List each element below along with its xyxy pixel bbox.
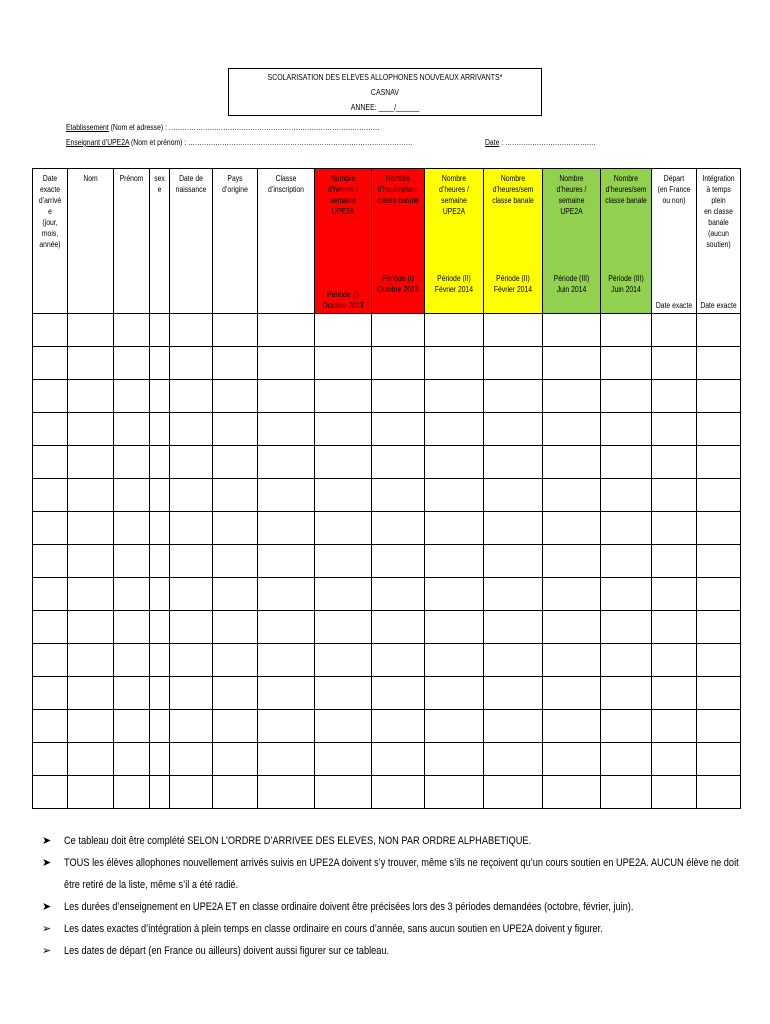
col-upe2a-periode-3: Nombre d’heures / semaine UPE2A Période (III) Juin 2014 [543,169,601,314]
table-cell[interactable] [315,314,372,347]
table-cell[interactable] [484,347,543,380]
title-line-1: SCOLARISATION DES ELEVES ALLOPHONES NOUVEAUX ARRIVANTS* [267,72,503,82]
table-cell[interactable] [170,611,213,644]
table-cell[interactable] [601,512,652,545]
table-cell[interactable] [484,710,543,743]
enseignant-label: Enseignant d’UPE2A [66,138,130,147]
table-cell[interactable] [68,677,114,710]
table-cell[interactable] [315,644,372,677]
table-cell[interactable] [33,644,68,677]
table-row [33,314,741,347]
note-3: ➤ Les durées d’enseignement en UPE2A ET en classe ordinaire doivent être précisées lors des 3 périodes demandées (octobre, février, juin). [42,896,752,918]
table-cell[interactable] [601,545,652,578]
table-cell[interactable] [170,347,213,380]
table-cell[interactable] [33,380,68,413]
table-cell[interactable] [543,743,601,776]
table-cell[interactable] [697,710,741,743]
table-cell[interactable] [213,446,258,479]
table-cell[interactable] [114,743,150,776]
table-cell[interactable] [543,776,601,809]
table-cell[interactable] [372,380,425,413]
col-upe2a-periode-1: Nombre d’heures / semaine UPE2A Période (I) Octobre 2013 [315,169,372,314]
table-cell[interactable] [68,314,114,347]
table-cell[interactable] [484,677,543,710]
table-row [33,545,741,578]
table-cell[interactable] [652,413,697,446]
table-cell[interactable] [114,644,150,677]
table-row [33,611,741,644]
table-cell[interactable] [258,314,315,347]
table-cell[interactable] [652,644,697,677]
table-cell[interactable] [150,413,170,446]
table-cell[interactable] [68,776,114,809]
table-cell[interactable] [697,479,741,512]
table-cell[interactable] [33,314,68,347]
table-row [33,710,741,743]
chevron-bullet-icon: ➢ [42,945,52,957]
table-cell[interactable] [114,347,150,380]
table-cell[interactable] [601,578,652,611]
table-cell[interactable] [170,644,213,677]
table-cell[interactable] [484,479,543,512]
col-date-arrivee: Date exacte d’arrivé e (jour, mois, année) [33,169,68,314]
table-cell[interactable] [150,314,170,347]
table-cell[interactable] [652,446,697,479]
table-cell[interactable] [33,578,68,611]
table-cell[interactable] [372,776,425,809]
table-cell[interactable] [543,644,601,677]
table-cell[interactable] [315,413,372,446]
table-cell[interactable] [697,776,741,809]
table-cell[interactable] [543,512,601,545]
table-cell[interactable] [372,611,425,644]
table-cell[interactable] [315,545,372,578]
table-cell[interactable] [68,644,114,677]
table-cell[interactable] [68,347,114,380]
table-cell[interactable] [114,380,150,413]
table-cell[interactable] [213,413,258,446]
title-line-2: CASNAV [370,87,400,97]
date-field: : …………………………………. [499,138,596,147]
table-cell[interactable] [315,776,372,809]
table-cell[interactable] [213,545,258,578]
table-cell[interactable] [213,380,258,413]
date-line [485,138,595,147]
table-cell[interactable] [697,578,741,611]
table-cell[interactable] [68,413,114,446]
table-cell[interactable] [425,446,484,479]
table-cell[interactable] [697,677,741,710]
table-row [33,446,741,479]
table-cell[interactable] [213,347,258,380]
table-cell[interactable] [697,413,741,446]
table-cell[interactable] [697,611,741,644]
table-cell[interactable] [543,545,601,578]
table-cell[interactable] [150,545,170,578]
arrow-bullet-icon: ➤ [42,857,52,869]
table-cell[interactable] [150,380,170,413]
table-cell[interactable] [697,644,741,677]
col-classe-inscription: Classe d’inscription [258,169,315,314]
table-cell[interactable] [258,578,315,611]
table-cell[interactable] [697,446,741,479]
table-cell[interactable] [425,644,484,677]
table-cell[interactable] [543,347,601,380]
table-cell[interactable] [150,512,170,545]
col-classe-banale-periode-2: Nombre d’heures/sem classe banale Période (II) Février 2014 [484,169,543,314]
table-cell[interactable] [315,347,372,380]
table-cell[interactable] [114,545,150,578]
table-cell[interactable] [652,611,697,644]
table-cell[interactable] [114,512,150,545]
table-cell[interactable] [697,347,741,380]
table-cell[interactable] [114,446,150,479]
table-cell[interactable] [213,743,258,776]
table-cell[interactable] [425,413,484,446]
table-cell[interactable] [601,314,652,347]
col-depart: Départ (en France ou non) Date exacte [652,169,697,314]
table-cell[interactable] [601,776,652,809]
table-cell[interactable] [213,314,258,347]
table-cell[interactable] [150,446,170,479]
table-cell[interactable] [170,545,213,578]
table-cell[interactable] [258,512,315,545]
table-cell[interactable] [170,479,213,512]
table-cell[interactable] [150,578,170,611]
table-cell[interactable] [372,479,425,512]
table-cell[interactable] [258,545,315,578]
table-cell[interactable] [484,314,543,347]
table-cell[interactable] [697,512,741,545]
table-cell[interactable] [315,677,372,710]
table-cell[interactable] [425,347,484,380]
table-cell[interactable] [33,413,68,446]
table-cell[interactable] [652,776,697,809]
table-cell[interactable] [315,611,372,644]
table-cell[interactable] [315,512,372,545]
table-cell[interactable] [213,578,258,611]
table-cell[interactable] [258,743,315,776]
table-cell[interactable] [601,743,652,776]
table-cell[interactable] [543,380,601,413]
table-row [33,578,741,611]
table-cell[interactable] [372,512,425,545]
table-cell[interactable] [170,578,213,611]
table-row [33,347,741,380]
table-cell[interactable] [601,347,652,380]
table-cell[interactable] [543,413,601,446]
table-cell[interactable] [652,578,697,611]
note-5: ➢ Les dates de départ (en France ou ailleurs) doivent aussi figurer sur ce tableau. [42,940,752,962]
table-cell[interactable] [601,479,652,512]
table-cell[interactable] [170,413,213,446]
table-row [33,512,741,545]
arrow-bullet-icon: ➤ [42,901,52,913]
note-1: ➤ Ce tableau doit être complété SELON L’ORDRE D’ARRIVEE DES ELEVES, NON PAR ORDRE ALPHABETIQUE. [42,830,752,852]
table-cell[interactable] [601,644,652,677]
table-cell[interactable] [372,545,425,578]
table-cell[interactable] [652,314,697,347]
table-cell[interactable] [33,479,68,512]
table-cell[interactable] [372,314,425,347]
table-cell[interactable] [33,743,68,776]
table-row [33,743,741,776]
table-cell[interactable] [114,776,150,809]
notes-list [42,830,752,962]
table-cell[interactable] [68,743,114,776]
table-cell[interactable] [484,743,543,776]
table-cell[interactable] [68,710,114,743]
table-cell[interactable] [114,578,150,611]
table-cell[interactable] [213,644,258,677]
col-sexe: sex e [150,169,170,314]
table-cell[interactable] [150,611,170,644]
table-cell[interactable] [484,776,543,809]
table-cell[interactable] [543,479,601,512]
table-row [33,776,741,809]
table-cell[interactable] [114,413,150,446]
table-cell[interactable] [425,743,484,776]
table-cell[interactable] [543,710,601,743]
table-cell[interactable] [484,644,543,677]
table-cell[interactable] [258,776,315,809]
table-cell[interactable] [425,611,484,644]
table-cell[interactable] [372,677,425,710]
table-cell[interactable] [372,710,425,743]
table-cell[interactable] [543,446,601,479]
table-row [33,413,741,446]
col-classe-banale-periode-3: Nombre d’heures/sem classe banale Période (III) Juin 2014 [601,169,652,314]
note-4: ➢ Les dates exactes d’intégration à plein temps en classe ordinaire en cours d’année, sans aucun soutien en UPE2A doivent y figurer. [42,918,752,940]
table-cell[interactable] [150,644,170,677]
col-nom: Nom [68,169,114,314]
table-cell[interactable] [315,710,372,743]
note-2: ➤ TOUS les élèves allophones nouvellement arrivés suivis en UPE2A doivent s’y trouver, même s’ils ne reçoivent qu’un cours soutien en UPE2A. AUCUN élève ne doit être retiré de la liste, même s’il a été radié. [42,852,752,896]
table-cell[interactable] [114,611,150,644]
table-cell[interactable] [484,413,543,446]
table-cell[interactable] [372,578,425,611]
table-cell[interactable] [33,512,68,545]
table-cell[interactable] [543,314,601,347]
enseignant-line [66,138,412,147]
table-cell[interactable] [33,710,68,743]
table-cell[interactable] [170,677,213,710]
etablissement-field: (Nom et adresse) : ………………………………………………………………………………… [108,123,380,132]
table-cell[interactable] [150,776,170,809]
table-cell[interactable] [150,710,170,743]
table-cell[interactable] [652,512,697,545]
table-cell[interactable] [652,347,697,380]
title-box [228,68,542,116]
table-cell[interactable] [258,347,315,380]
table-cell[interactable] [425,578,484,611]
table-cell[interactable] [425,512,484,545]
table-cell[interactable] [170,512,213,545]
table-cell[interactable] [170,446,213,479]
col-classe-banale-periode-1: Nombre d’heures/sem classe banale Période (I) Octobre 2013 [372,169,425,314]
table-cell[interactable] [484,380,543,413]
table-cell[interactable] [652,677,697,710]
col-pays-origine: Pays d’origine [213,169,258,314]
table-cell[interactable] [484,545,543,578]
table-cell[interactable] [114,710,150,743]
table-cell[interactable] [425,710,484,743]
table-cell[interactable] [372,743,425,776]
table-cell[interactable] [170,710,213,743]
table-cell[interactable] [601,710,652,743]
table-cell[interactable] [425,380,484,413]
table-cell[interactable] [601,677,652,710]
etablissement-label: Etablissement [66,123,109,132]
table-cell[interactable] [68,380,114,413]
table-cell[interactable] [697,380,741,413]
table-cell[interactable] [33,677,68,710]
table-cell[interactable] [258,644,315,677]
table-cell[interactable] [150,743,170,776]
chevron-bullet-icon: ➢ [42,923,52,935]
table-cell[interactable] [601,413,652,446]
arrow-bullet-icon: ➤ [42,835,52,847]
table-cell[interactable] [150,347,170,380]
table-cell[interactable] [33,446,68,479]
col-date-naissance: Date de naissance [170,169,213,314]
table-cell[interactable] [68,611,114,644]
table-cell[interactable] [315,578,372,611]
table-cell[interactable] [68,545,114,578]
table-cell[interactable] [258,413,315,446]
table-cell[interactable] [68,512,114,545]
table-cell[interactable] [170,380,213,413]
table-cell[interactable] [484,578,543,611]
table-cell[interactable] [315,380,372,413]
table-cell[interactable] [258,479,315,512]
table-cell[interactable] [543,677,601,710]
table-cell[interactable] [170,314,213,347]
table-cell[interactable] [33,545,68,578]
table-cell[interactable] [372,644,425,677]
table-cell[interactable] [258,710,315,743]
table-cell[interactable] [150,479,170,512]
table-cell[interactable] [425,677,484,710]
table-cell[interactable] [652,743,697,776]
col-upe2a-periode-2: Nombre d’heures / semaine UPE2A Période (II) Février 2014 [425,169,484,314]
table-row [33,677,741,710]
table-cell[interactable] [601,446,652,479]
students-table [32,168,741,809]
col-prenom: Prénom [114,169,150,314]
table-row [33,380,741,413]
table-cell[interactable] [150,677,170,710]
table-cell[interactable] [68,479,114,512]
date-label: Date [485,138,500,147]
enseignant-field: (Nom et prénom) : ……………………………………………………………………………………… [129,138,413,147]
table-cell[interactable] [425,479,484,512]
table-cell[interactable] [484,446,543,479]
table-cell[interactable] [543,611,601,644]
table-cell[interactable] [315,743,372,776]
table-cell[interactable] [315,479,372,512]
table-cell[interactable] [258,677,315,710]
table-cell[interactable] [372,446,425,479]
table-cell[interactable] [33,776,68,809]
table-cell[interactable] [258,380,315,413]
table-cell[interactable] [601,380,652,413]
table-cell[interactable] [372,413,425,446]
table-cell[interactable] [114,314,150,347]
table-cell[interactable] [213,611,258,644]
table-cell[interactable] [213,776,258,809]
table-cell[interactable] [315,446,372,479]
table-cell[interactable] [114,677,150,710]
table-cell[interactable] [652,710,697,743]
table-row [33,479,741,512]
table-cell[interactable] [213,677,258,710]
table-cell[interactable] [697,743,741,776]
table-cell[interactable] [543,578,601,611]
table-cell[interactable] [68,446,114,479]
table-cell[interactable] [33,347,68,380]
table-cell[interactable] [425,776,484,809]
table-row [33,644,741,677]
etablissement-line [66,123,380,132]
table-cell[interactable] [484,611,543,644]
table-cell[interactable] [601,611,652,644]
table-cell[interactable] [697,314,741,347]
table-cell[interactable] [372,347,425,380]
table-cell[interactable] [68,578,114,611]
table-cell[interactable] [652,545,697,578]
table-cell[interactable] [213,479,258,512]
table-cell[interactable] [652,479,697,512]
table-cell[interactable] [213,710,258,743]
title-line-3: ANNEE: ____/______ [350,102,420,112]
header-row [33,169,741,314]
table-cell[interactable] [213,512,258,545]
table-cell[interactable] [170,743,213,776]
col-integration: Intégration à temps plein en classe banale (aucun soutien) Date exacte [697,169,741,314]
table-cell[interactable] [425,314,484,347]
table-cell[interactable] [33,611,68,644]
table-cell[interactable] [258,446,315,479]
table-cell[interactable] [484,512,543,545]
table-cell[interactable] [425,545,484,578]
table-cell[interactable] [652,380,697,413]
table-cell[interactable] [170,776,213,809]
table-cell[interactable] [114,479,150,512]
table-cell[interactable] [258,611,315,644]
table-cell[interactable] [697,545,741,578]
